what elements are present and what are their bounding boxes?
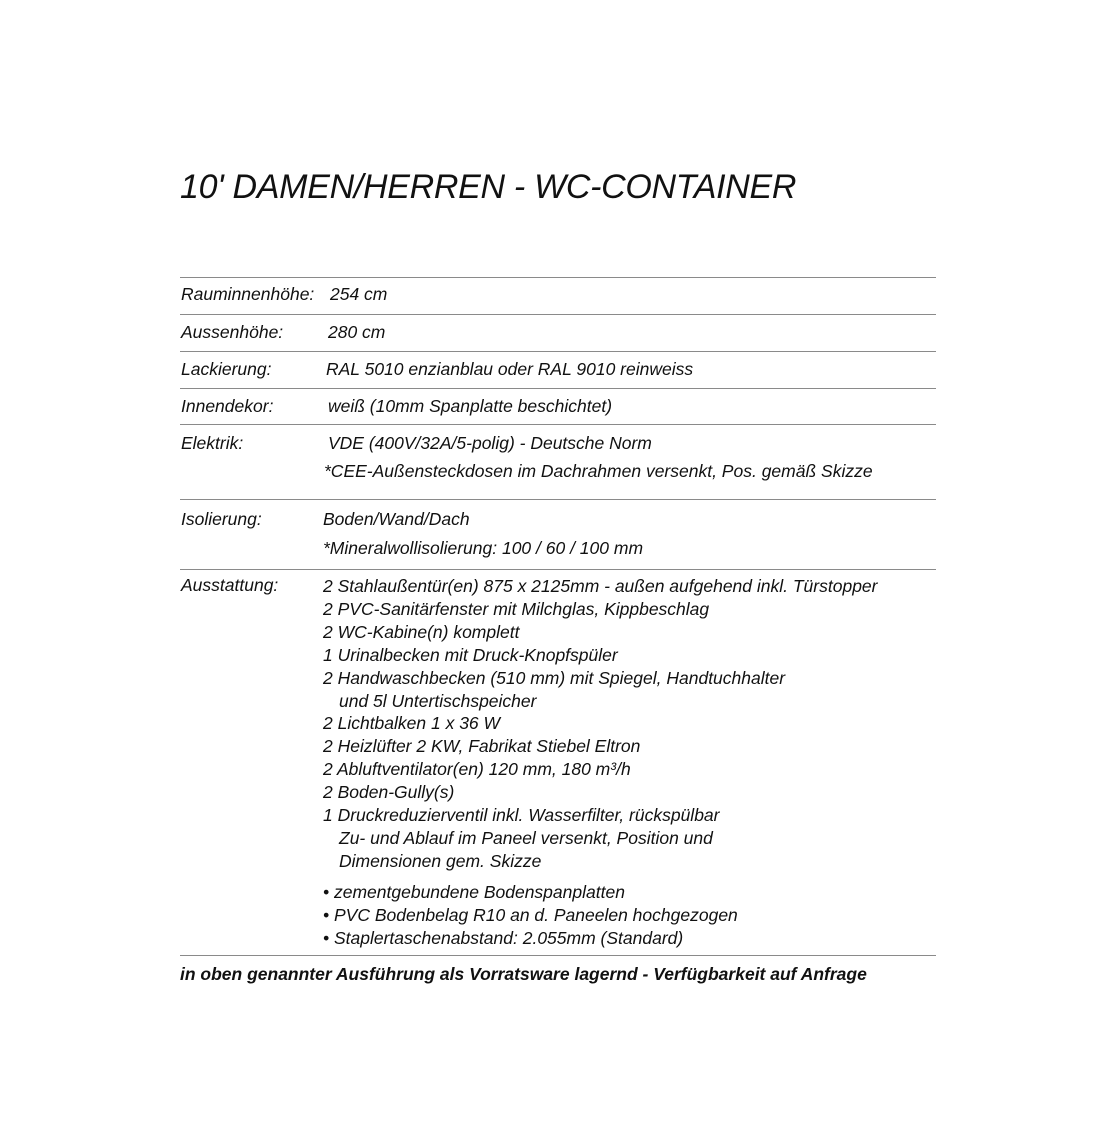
spec-label: Rauminnenhöhe: xyxy=(181,284,315,304)
spec-row-ausstattung xyxy=(180,570,936,956)
spec-row-aussenhoehe xyxy=(180,315,936,352)
spec-value: 280 cm xyxy=(328,322,386,342)
list-item: 2 Handwaschbecken (510 mm) mit Spiegel, Handtuchhalter xyxy=(323,667,786,688)
spec-row-raumhoehe xyxy=(180,278,936,315)
equipment-list xyxy=(323,575,878,950)
spec-row-lackierung xyxy=(180,352,936,389)
list-item: 1 Urinalbecken mit Druck-Knopfspüler xyxy=(323,644,618,665)
spec-row-innendekor xyxy=(180,389,936,425)
spec-value: 254 cm xyxy=(330,284,388,304)
spec-label: Innendekor: xyxy=(181,396,274,416)
spec-value: weiß (10mm Spanplatte beschichtet) xyxy=(328,396,613,416)
spec-row-isolierung xyxy=(180,500,936,570)
bullet-item: • zementgebundene Bodenspanplatten xyxy=(323,881,625,902)
spec-label: Isolierung: xyxy=(181,509,262,529)
spec-value-line: *CEE-Außensteckdosen im Dachrahmen versenkt, Pos. gemäß Skizze xyxy=(324,461,873,481)
list-item-continuation: Dimensionen gem. Skizze xyxy=(339,850,542,871)
spec-value-line: Boden/Wand/Dach xyxy=(323,509,470,529)
spec-table xyxy=(180,277,936,956)
spec-value-line: VDE (400V/32A/5-polig) - Deutsche Norm xyxy=(328,433,652,453)
availability-note: in oben genannter Ausführung als Vorratsware lagernd - Verfügbarkeit auf Anfrage xyxy=(180,964,867,984)
spec-value-line: *Mineralwollisolierung: 100 / 60 / 100 mm xyxy=(323,538,644,558)
bullet-item: • Staplertaschenabstand: 2.055mm (Standard) xyxy=(323,927,684,948)
spec-label: Aussenhöhe: xyxy=(181,322,284,342)
spec-row-elektrik xyxy=(180,425,936,500)
bullet-item: • PVC Bodenbelag R10 an d. Paneelen hochgezogen xyxy=(323,904,738,925)
page-title: 10' DAMEN/HERREN - WC-CONTAINER xyxy=(180,168,797,206)
list-item-continuation: Zu- und Ablauf im Paneel versenkt, Position und xyxy=(339,827,713,848)
bullet-list xyxy=(323,881,878,950)
list-item: 2 Heizlüfter 2 KW, Fabrikat Stiebel Eltron xyxy=(323,736,641,757)
list-item: 2 Boden-Gully(s) xyxy=(323,782,455,803)
list-item: 2 PVC-Sanitärfenster mit Milchglas, Kippbeschlag xyxy=(323,598,710,619)
spec-label: Ausstattung: xyxy=(181,575,279,595)
spec-label: Elektrik: xyxy=(181,433,244,453)
list-item: 2 Lichtbalken 1 x 36 W xyxy=(323,713,501,734)
list-item: 2 Stahlaußentür(en) 875 x 2125mm - außen aufgehend inkl. Türstopper xyxy=(323,576,878,596)
spec-label: Lackierung: xyxy=(181,359,272,379)
list-item: 2 Abluftventilator(en) 120 mm, 180 m³/h xyxy=(323,759,631,780)
list-item-continuation: und 5l Untertischspeicher xyxy=(339,690,537,711)
list-item: 2 WC-Kabine(n) komplett xyxy=(323,621,520,642)
list-item: 1 Druckreduzierventil inkl. Wasserfilter, rückspülbar xyxy=(323,805,720,826)
spec-value: RAL 5010 enzianblau oder RAL 9010 reinweiss xyxy=(326,359,694,379)
